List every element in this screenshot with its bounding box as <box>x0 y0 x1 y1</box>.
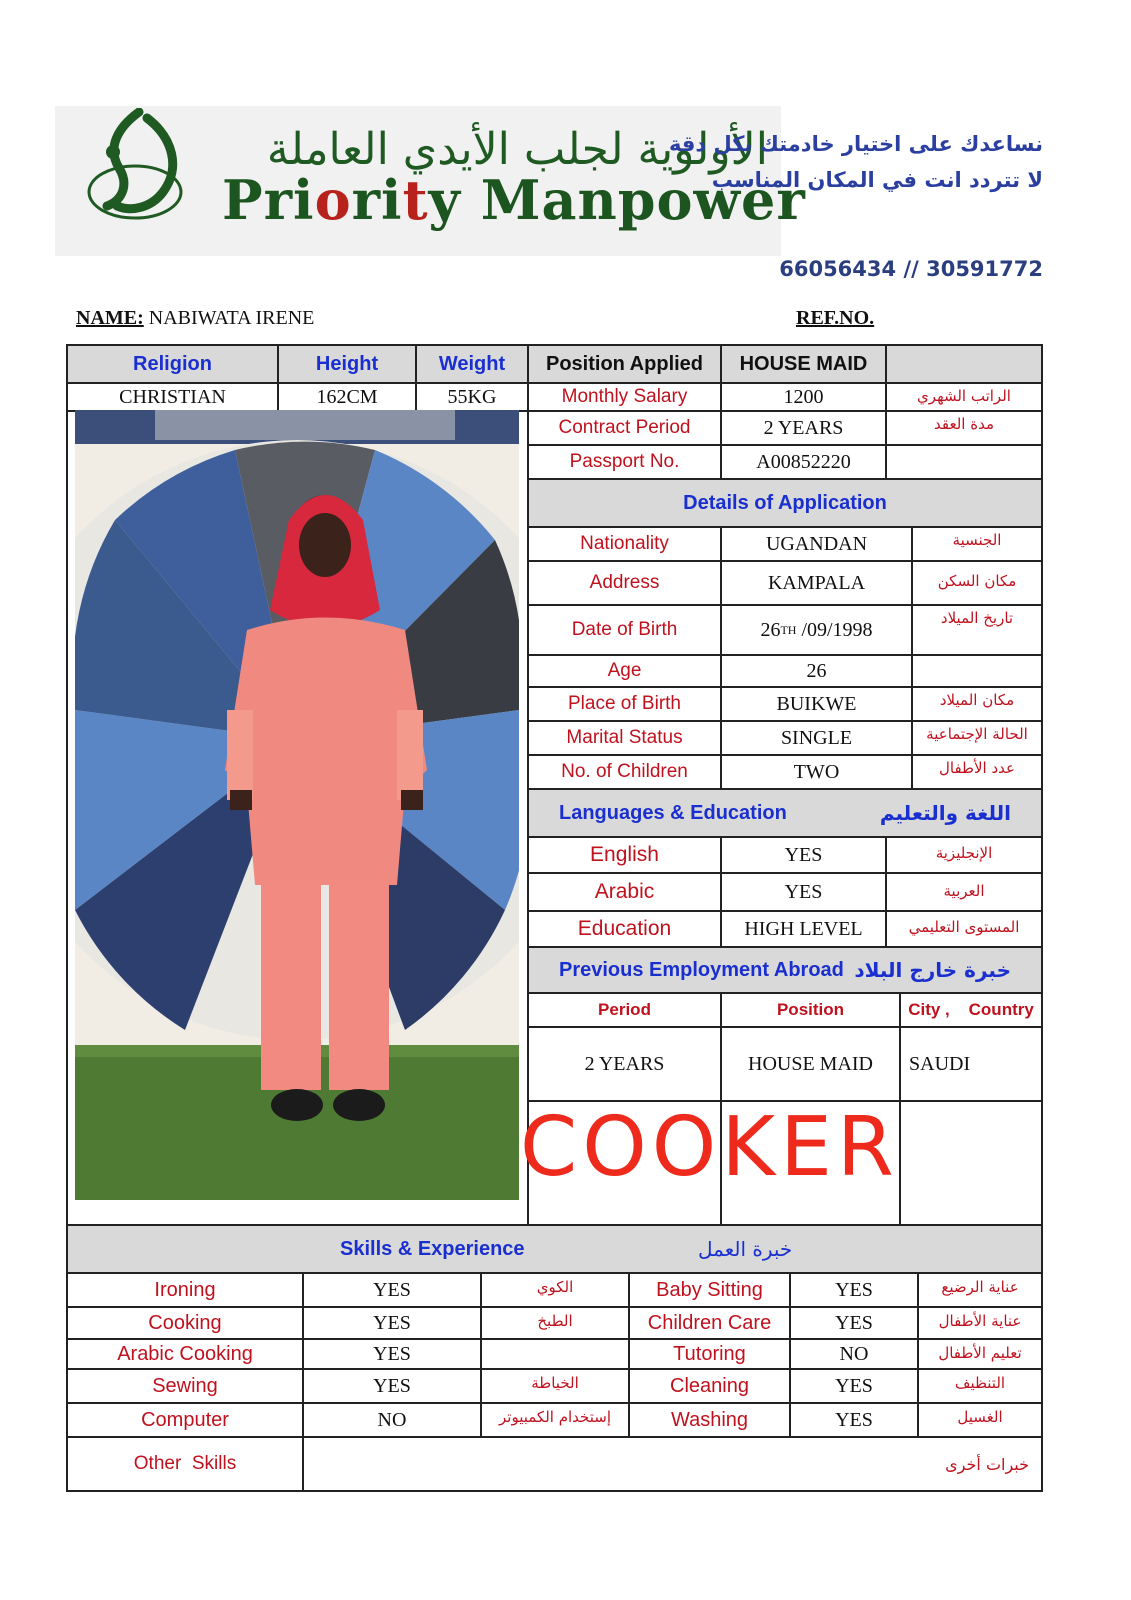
salary-arabic: الراتب الشهري <box>885 382 1043 412</box>
languages-section-title: Languages & Education <box>559 801 787 824</box>
employment-section-arabic: خبرة خارج البلاد <box>854 958 1011 982</box>
employment-country: SAUDI <box>899 1026 1043 1102</box>
marital-status-arabic: الحالة الإجتماعية <box>911 720 1043 756</box>
position-blank-cell <box>885 344 1043 384</box>
nationality-value: UGANDAN <box>720 526 913 562</box>
skill-arabic: التنظيف <box>917 1368 1043 1404</box>
skill-arabic: الخياطة <box>480 1368 630 1404</box>
skill-name: Cleaning <box>628 1368 791 1404</box>
candidate-photo <box>75 410 519 1200</box>
passport-value: A00852220 <box>720 444 887 480</box>
age-value: 26 <box>720 654 913 688</box>
skill-value: YES <box>789 1402 919 1438</box>
skill-name: Children Care <box>628 1306 791 1340</box>
age-label: Age <box>527 654 722 688</box>
logo-en-part: ri <box>351 168 403 232</box>
skill-value: YES <box>302 1368 482 1404</box>
slogan-line-1: نساعدك على اختيار خادمتك بكل دقة <box>668 132 1043 156</box>
cooker-stamp: COOKER <box>520 1100 899 1195</box>
skill-name: Baby Sitting <box>628 1272 791 1308</box>
skill-value: YES <box>789 1306 919 1340</box>
languages-section-header <box>527 788 1043 838</box>
skill-name: Tutoring <box>628 1338 791 1370</box>
passport-blank-cell <box>885 444 1043 480</box>
address-arabic: مكان السكن <box>911 560 1043 606</box>
employment-section-title: Previous Employment Abroad <box>559 958 844 981</box>
english-arabic: الإنجليزية <box>885 836 1043 874</box>
employment-period: 2 YEARS <box>527 1026 722 1102</box>
position-applied-value: HOUSE MAID <box>720 344 887 384</box>
address-label: Address <box>527 560 722 606</box>
position-applied-label: Position Applied <box>527 344 722 384</box>
place-of-birth-value: BUIKWE <box>720 686 913 722</box>
other-skills-label: Other Skills <box>66 1436 304 1492</box>
logo-en-part: y Manpower <box>428 168 806 232</box>
details-section-header: Details of Application <box>527 478 1043 528</box>
name-label: NAME: <box>76 307 144 329</box>
dob-rest: /09/1998 <box>796 618 873 641</box>
nationality-arabic: الجنسية <box>911 526 1043 562</box>
other-skills-value <box>302 1436 1043 1492</box>
ref-number-label: REF.NO. <box>796 307 875 329</box>
height-header: Height <box>277 344 417 384</box>
skill-name: Ironing <box>66 1272 304 1308</box>
logo-arabic-text: الأولوية لجلب الأيدي العاملة <box>266 124 768 175</box>
languages-section-arabic: اللغة والتعليم <box>879 801 1011 825</box>
candidate-photo-illustration <box>75 410 519 1200</box>
dob-arabic: تاريخ الميلاد <box>911 604 1043 656</box>
skill-value: YES <box>789 1368 919 1404</box>
skill-name: Computer <box>66 1402 304 1438</box>
logo-emblem-icon <box>77 108 197 226</box>
employment-position: HOUSE MAID <box>720 1026 901 1102</box>
skill-name: Cooking <box>66 1306 304 1340</box>
logo-en-o: o <box>314 168 352 232</box>
weight-header: Weight <box>415 344 529 384</box>
arabic-arabic: العربية <box>885 872 1043 912</box>
skill-value: YES <box>789 1272 919 1308</box>
marital-status-value: SINGLE <box>720 720 913 756</box>
period-header: Period <box>527 992 722 1028</box>
passport-label: Passport No. <box>527 444 722 480</box>
dob-label: Date of Birth <box>527 604 722 656</box>
skill-arabic: الطبخ <box>480 1306 630 1340</box>
weight-value: 55KG <box>415 382 529 412</box>
contract-value: 2 YEARS <box>720 410 887 446</box>
skill-value: YES <box>302 1338 482 1370</box>
employment-section-header <box>527 946 1043 994</box>
skill-value: YES <box>302 1272 482 1308</box>
dob-suffix: TH <box>780 622 797 637</box>
skill-arabic: الغسيل <box>917 1402 1043 1438</box>
skill-name: Sewing <box>66 1368 304 1404</box>
skills-section-title: Skills & Experience <box>340 1237 525 1260</box>
skill-arabic: تعليم الأطفال <box>917 1338 1043 1370</box>
religion-header: Religion <box>66 344 279 384</box>
skill-value: NO <box>302 1402 482 1438</box>
place-of-birth-arabic: مكان الميلاد <box>911 686 1043 722</box>
dob-day: 26 <box>760 618 781 641</box>
skill-arabic: الكوي <box>480 1272 630 1308</box>
skill-value: NO <box>789 1338 919 1370</box>
children-value: TWO <box>720 754 913 790</box>
religion-value: CHRISTIAN <box>66 382 279 412</box>
skill-name: Arabic Cooking <box>66 1338 304 1370</box>
skills-section-header <box>66 1224 1043 1274</box>
slogan-line-2: لا تتردد انت في المكان المناسب <box>711 168 1043 192</box>
salary-value: 1200 <box>720 382 887 412</box>
other-skills-arabic: خبرات أخرى <box>945 1454 1029 1474</box>
skill-value: YES <box>302 1306 482 1340</box>
children-label: No. of Children <box>527 754 722 790</box>
nationality-label: Nationality <box>527 526 722 562</box>
address-value: KAMPALA <box>720 560 913 606</box>
education-value: HIGH LEVEL <box>720 910 887 948</box>
skill-arabic <box>480 1338 630 1370</box>
arabic-label: Arabic <box>527 872 722 912</box>
height-value: 162CM <box>277 382 417 412</box>
children-arabic: عدد الأطفال <box>911 754 1043 790</box>
arabic-value: YES <box>720 872 887 912</box>
candidate-name-line <box>76 307 314 330</box>
city-country-header: City , Country <box>899 992 1043 1028</box>
education-arabic: المستوى التعليمي <box>885 910 1043 948</box>
skill-arabic: عناية الأطفال <box>917 1306 1043 1340</box>
dob-value <box>720 604 913 656</box>
phone-numbers: 66056434 // 30591772 <box>779 257 1043 281</box>
age-arabic <box>911 654 1043 688</box>
skill-name: Washing <box>628 1402 791 1438</box>
skill-arabic: إستخدام الكمبيوتر <box>480 1402 630 1438</box>
english-label: English <box>527 836 722 874</box>
skill-arabic: عناية الرضيع <box>917 1272 1043 1308</box>
marital-status-label: Marital Status <box>527 720 722 756</box>
position-header: Position <box>720 992 901 1028</box>
employment-empty-3 <box>899 1100 1043 1226</box>
english-value: YES <box>720 836 887 874</box>
place-of-birth-label: Place of Birth <box>527 686 722 722</box>
skills-section-arabic: خبرة العمل <box>698 1237 793 1261</box>
logo-en-part: Pri <box>222 168 315 232</box>
contract-arabic: مدة العقد <box>885 410 1043 446</box>
education-label: Education <box>527 910 722 948</box>
contract-label: Contract Period <box>527 410 722 446</box>
candidate-name: NABIWATA IRENE <box>148 307 315 329</box>
salary-label: Monthly Salary <box>527 382 722 412</box>
logo-en-t: t <box>402 168 429 232</box>
